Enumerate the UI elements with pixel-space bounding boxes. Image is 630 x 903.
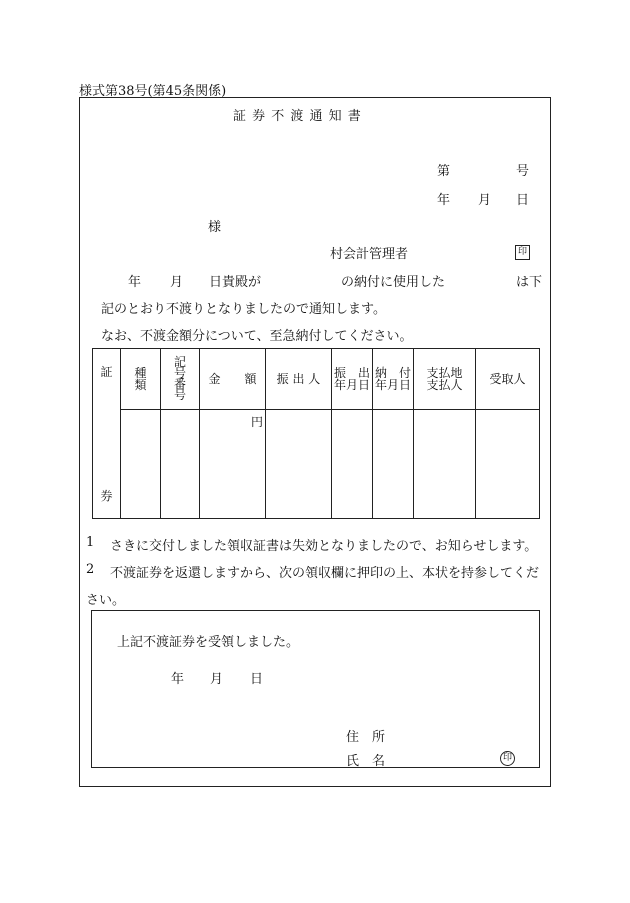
header-type: 種 類 [121, 349, 161, 410]
note-1-number: 1 [86, 535, 95, 550]
cell-issue-date [332, 410, 373, 519]
left-label-top: 証 [100, 365, 113, 379]
body-end: は下 [516, 275, 543, 290]
left-label-bottom: 券 [100, 489, 113, 503]
cell-type [121, 410, 161, 519]
cell-paying-place [414, 410, 476, 519]
cell-pay-date [373, 410, 414, 519]
header-pay-date: 納 付 年月日 [373, 349, 414, 410]
seal-icon: 印 [500, 751, 515, 766]
header-drawer: 振 出 人 [266, 349, 332, 410]
receipt-year: 年 [171, 672, 185, 687]
cell-number [161, 410, 200, 519]
yen-label: 円 [250, 415, 263, 429]
receipt-month: 月 [210, 672, 224, 687]
number-suffix: 号 [516, 164, 530, 179]
note-2b: さい。 [86, 593, 126, 608]
note-2-number: 2 [86, 562, 95, 577]
header-payee: 受取人 [476, 349, 540, 410]
date-month: 月 [478, 193, 492, 208]
document-title: 証 券 不 渡 通 知 書 [233, 109, 362, 124]
addressee-suffix: 様 [208, 220, 222, 235]
receipt-seal [500, 749, 515, 766]
body-mid: の納付に使用した [341, 275, 446, 290]
form-id: 様式第38号(第45条関係) [79, 84, 227, 99]
body-month: 月 [170, 275, 184, 290]
note-1: さきに交付しました領収証書は失効となりましたので、お知らせします。 [110, 539, 538, 554]
body-line3: なお、不渡金額分について、至急納付してください。 [101, 329, 413, 344]
body-day: 日貴殿が [209, 275, 262, 290]
date-day: 日 [516, 193, 530, 208]
header-issue-date: 振 出 年月日 [332, 349, 373, 410]
header-number: 記 号 番 号 [161, 349, 200, 410]
receipt-name-label: 氏 名 [346, 754, 386, 769]
cell-payee [476, 410, 540, 519]
seal-icon: 印 [515, 245, 530, 260]
header-paying-place: 支払地 支払人 [414, 349, 476, 410]
date-year: 年 [437, 193, 451, 208]
left-label-cell [93, 349, 121, 519]
cell-amount [200, 410, 266, 519]
number-prefix: 第 [437, 164, 451, 179]
body-line2: 記のとおり不渡りとなりましたので通知します。 [101, 302, 386, 317]
securities-table [92, 348, 540, 519]
receipt-address-label: 住 所 [346, 730, 386, 745]
issuer-seal [515, 243, 530, 260]
issuer-title: 村会計管理者 [330, 247, 409, 262]
cell-drawer [266, 410, 332, 519]
body-year: 年 [128, 275, 142, 290]
receipt-day: 日 [250, 672, 264, 687]
receipt-text: 上記不渡証券を受領しました。 [117, 635, 300, 650]
header-amount: 金 額 [200, 349, 266, 410]
note-2a: 不渡証券を返還しますから、次の領収欄に押印の上、本状を持参してくだ [110, 566, 540, 581]
